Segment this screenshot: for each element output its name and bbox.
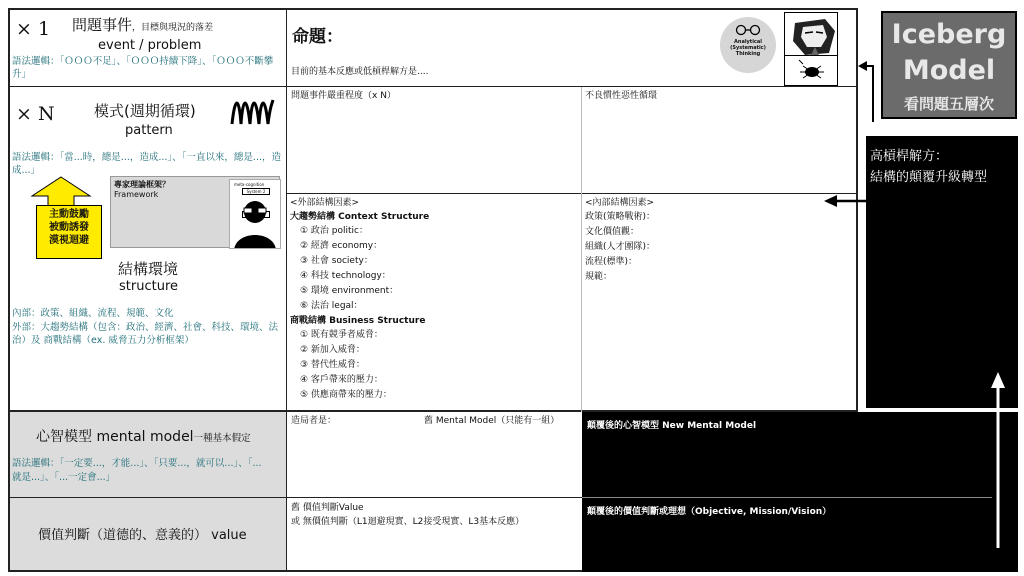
biz-title: 商戰結構 Business Structure [290, 316, 426, 326]
trend-item: ② 經濟 economy： [300, 241, 383, 251]
up-arrow-white-icon [991, 372, 1005, 548]
trend-item: ① 政治 politic： [300, 226, 368, 236]
trend-item: ③ 社會 society： [300, 256, 373, 266]
pattern-title: 模式(週期循環) [94, 102, 196, 120]
event-subtitle: event / problem [98, 38, 202, 53]
biz-item: ③ 替代性威脅： [300, 360, 365, 370]
internal-item: 文化價值觀： [585, 227, 640, 237]
internal-header: <內部結構因素> [585, 198, 655, 208]
trend-title: 大趨勢結構 Context Structure [290, 212, 430, 222]
iceberg-line1: Iceberg [891, 19, 1007, 50]
external-header: <外部結構因素> [290, 198, 360, 208]
new-mental-label: 顛覆後的心智模型 New Mental Model [587, 421, 757, 431]
trend-item: ⑥ 法治 legal： [300, 301, 363, 311]
event-title-note: ，目標與現況的落差 [132, 23, 214, 33]
old-mental-label: 舊 Mental Model（只能有一組） [424, 416, 560, 426]
structure-internal: 內部：政策、組織、流程、規範、文化 [12, 308, 174, 319]
arrow-to-proposition [858, 61, 873, 122]
maker-label: 造局者是： [291, 416, 337, 426]
old-value-label: 舊 價值判斷Value [291, 503, 364, 513]
framework-subtitle: Framework [114, 190, 159, 199]
severity-label: 問題事件嚴重程度（x N） [291, 91, 396, 101]
badge-line1: Analytical [734, 39, 762, 45]
value-title: 價值判斷（道德的、意義的） value [38, 528, 247, 543]
internal-item: 政策(策略戰術)： [585, 212, 656, 222]
pattern-grammar: 語法邏輯：「當...時，總是...，造成...」、「一直以來，總是...，造成...」 [12, 152, 281, 176]
mental-grammar: 語法邏輯：「一定要...，才能...」、「只要...，就可以...」、「...就是...」、「...一定會...」 [12, 458, 262, 483]
biz-item: ⑤ 供應商帶來的壓力： [300, 390, 392, 400]
leverage-title: 高槓桿解方： [870, 149, 949, 164]
trend-item: ④ 科技 technology： [300, 271, 391, 281]
trend-item: ⑤ 環境 environment： [300, 286, 399, 296]
biz-item: ② 新加入威脅： [300, 345, 365, 355]
biz-item: ④ 客戶帶來的壓力： [300, 375, 383, 385]
structure-subtitle: structure [119, 279, 178, 294]
new-value-label: 顛覆後的價值判斷或理想（Objective, Mission/Vision） [587, 507, 832, 517]
no-value-label: 或 無價值判斷（L1迴避現實、L2接受現實、L3基本反應） [291, 517, 525, 527]
leverage-desc: 結構的顛覆升級轉型 [870, 170, 988, 185]
biz-item: ① 既有競爭者威脅： [300, 330, 383, 340]
proposition-desc: 目前的基本反應或低槓桿解方是.... [291, 67, 429, 77]
system2-label: System 2 [242, 188, 270, 195]
vicious-cycle-label: 不良慣性惡性循環 [585, 91, 658, 101]
mental-title-note: 一種基本假定 [193, 433, 251, 444]
arrow-to-structure [824, 195, 866, 207]
thumb-caption: meta-cognition [234, 182, 265, 187]
badge-line2: (Systematic) [730, 45, 766, 51]
internal-item: 流程(標準)： [585, 257, 638, 267]
internal-item: 組織(人才團隊)： [585, 242, 656, 252]
structure-external: 外部：大趨勢結構（包含：政治、經濟、社會、科技、環境、法治）及 商戰結構（ex. 威脅五力分析框架） [12, 322, 279, 346]
pattern-multiplier: × N [16, 103, 55, 125]
internal-item: 規範： [585, 272, 613, 282]
framework-title: 專家理論框架？ [114, 180, 170, 189]
proposition-title: 命題： [292, 27, 343, 47]
yellow-note: 主動鼓勵 被動誘發 漠視迴避 [36, 205, 102, 259]
iceberg-sub: 看問題五層次 [903, 95, 994, 113]
structure-title: 結構環境 [118, 260, 179, 278]
iceberg-line2: Model [902, 55, 996, 86]
pattern-subtitle: pattern [125, 123, 173, 138]
event-grammar: 語法邏輯：「ＯＯＯ不足」、「ＯＯＯ持續下降」、「ＯＯＯ不斷攀升」 [12, 56, 274, 80]
event-title: 問題事件 [72, 16, 133, 34]
event-multiplier: × 1 [16, 18, 51, 40]
badge-line3: Thinking [735, 51, 761, 57]
mental-title: 心智模型 mental model [36, 429, 194, 445]
